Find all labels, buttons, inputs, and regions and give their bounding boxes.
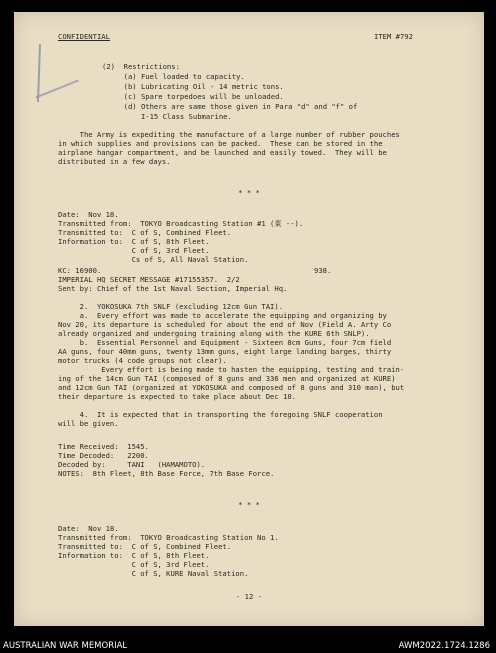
restrictions-line: (a) Fuel loaded to capacity.: [102, 72, 245, 81]
army-paragraph-line: in which supplies and provisions can be packed. These can be stored in the: [58, 139, 383, 148]
msg1-body-line: Nov 20, its departure is scheduled for about the end of Nov (Field A. Arty Co: [58, 320, 392, 329]
msg1-body-line: b. Essential Personnel and Equipment - Sixteen 8cm Guns, four 7cm field: [58, 338, 392, 347]
msg1-body-line: already organized and undergoing training along with the KURE 6th SNLP).: [58, 329, 370, 338]
msg1-transmitted-from: Transmitted from: TOKYO Broadcasting Station #1 (東 --).: [58, 219, 304, 228]
msg1-information-to: C of S, 3rd Fleet.: [58, 246, 210, 255]
msg1-body-line: ing of the 14cm Gun TAI (composed of 8 guns and 336 men and organized at KURE): [58, 374, 396, 383]
army-paragraph-line: airplane hangar compartment, and be launched and easily towed. They will be: [58, 148, 387, 157]
msg2-transmitted-to: Transmitted to: C of S, Combined Fleet.: [58, 542, 232, 551]
msg1-body-line: AA guns, four 40mm guns, twenty 13mm guns, eight large landing barges, thirty: [58, 347, 392, 356]
msg1-notes: NOTES: 8th Fleet, 8th Base Force, 7th Base Force.: [58, 469, 275, 478]
archive-name: AUSTRALIAN WAR MEMORIAL: [3, 641, 128, 651]
restrictions-line: I-15 Class Submarine.: [102, 112, 232, 121]
army-paragraph-line: The Army is expediting the manufacture of a large number of rubber pouches: [58, 130, 400, 139]
msg1-body-line: Every effort is being made to hasten the equipping, testing and train-: [58, 365, 405, 374]
section-separator: * * *: [238, 188, 260, 197]
msg1-body-line: motor trucks (4 code groups not clear).: [58, 356, 227, 365]
msg2-information-to: C of S, 3rd Fleet.: [58, 560, 210, 569]
header-item-number: ITEM #792: [374, 32, 413, 41]
msg2-transmitted-from: Transmitted from: TOKYO Broadcasting Station No 1.: [58, 533, 279, 542]
army-paragraph-line: distributed in a few days.: [58, 157, 171, 166]
msg1-para4-line: 4. It is expected that in transporting the foregoing SNLF cooperation: [58, 410, 383, 419]
msg1-sent-by: Sent by: Chief of the 1st Naval Section, Imperial Hq.: [58, 284, 288, 293]
restrictions-line: (d) Others are same those given in Para "d" and "f" of: [102, 102, 358, 111]
page-number: - 12 -: [236, 592, 262, 601]
msg1-information-to: Information to: C of S, 8th Fleet.: [58, 237, 210, 246]
msg1-time-received: Time Received: 1545.: [58, 442, 149, 451]
msg1-para4-line: will be given.: [58, 419, 119, 428]
msg1-body-line: a. Every effort was made to accelerate the equipping and organizing by: [58, 311, 387, 320]
restrictions-line: (b) Lubricating Oil - 14 metric tons.: [102, 82, 284, 91]
header-classification: CONFIDENTIAL: [58, 32, 110, 41]
msg1-body-line: their departure is expected to take place about Dec 10.: [58, 392, 296, 401]
msg1-imperial-hq: IMPERIAL HQ SECRET MESSAGE #17155357. 2/2: [58, 275, 240, 284]
restrictions-line: (c) Spare torpedoes will be unloaded.: [102, 92, 284, 101]
msg1-body-line: 2. YOKOSUKA 7th SNLF (excluding 12cm Gun TAI).: [58, 302, 284, 311]
msg1-date: Date: Nov 18.: [58, 210, 119, 219]
pen-mark: [35, 79, 78, 98]
msg1-body-line: and 12cm Gun TAI (organized at YOKOSUKA and composed of 8 guns and 310 man), but: [58, 383, 405, 392]
msg1-time-decoded: Time Decoded: 2200.: [58, 451, 149, 460]
msg1-transmitted-to: Transmitted to: C of S, Combined Fleet.: [58, 228, 232, 237]
archive-footer: [0, 638, 496, 653]
msg1-kc-number: 938.: [314, 266, 332, 275]
msg2-information-to: C of S, KURE Naval Station.: [58, 569, 249, 578]
section-separator: * * *: [238, 500, 260, 509]
archive-reference: AWM2022.1724.1286: [398, 641, 490, 651]
msg1-information-to: Cs of S, All Naval Station.: [58, 255, 249, 264]
msg2-information-to: Information to: C of S, 8th Fleet.: [58, 551, 210, 560]
document-page: [14, 12, 484, 626]
msg2-date: Date: Nov 18.: [58, 524, 119, 533]
msg1-kc: KC: 16900.: [58, 266, 102, 275]
msg1-decoded-by: Decoded by: TANI (HAMAMOTO).: [58, 460, 206, 469]
restrictions-line: (2) Restrictions:: [102, 62, 180, 71]
